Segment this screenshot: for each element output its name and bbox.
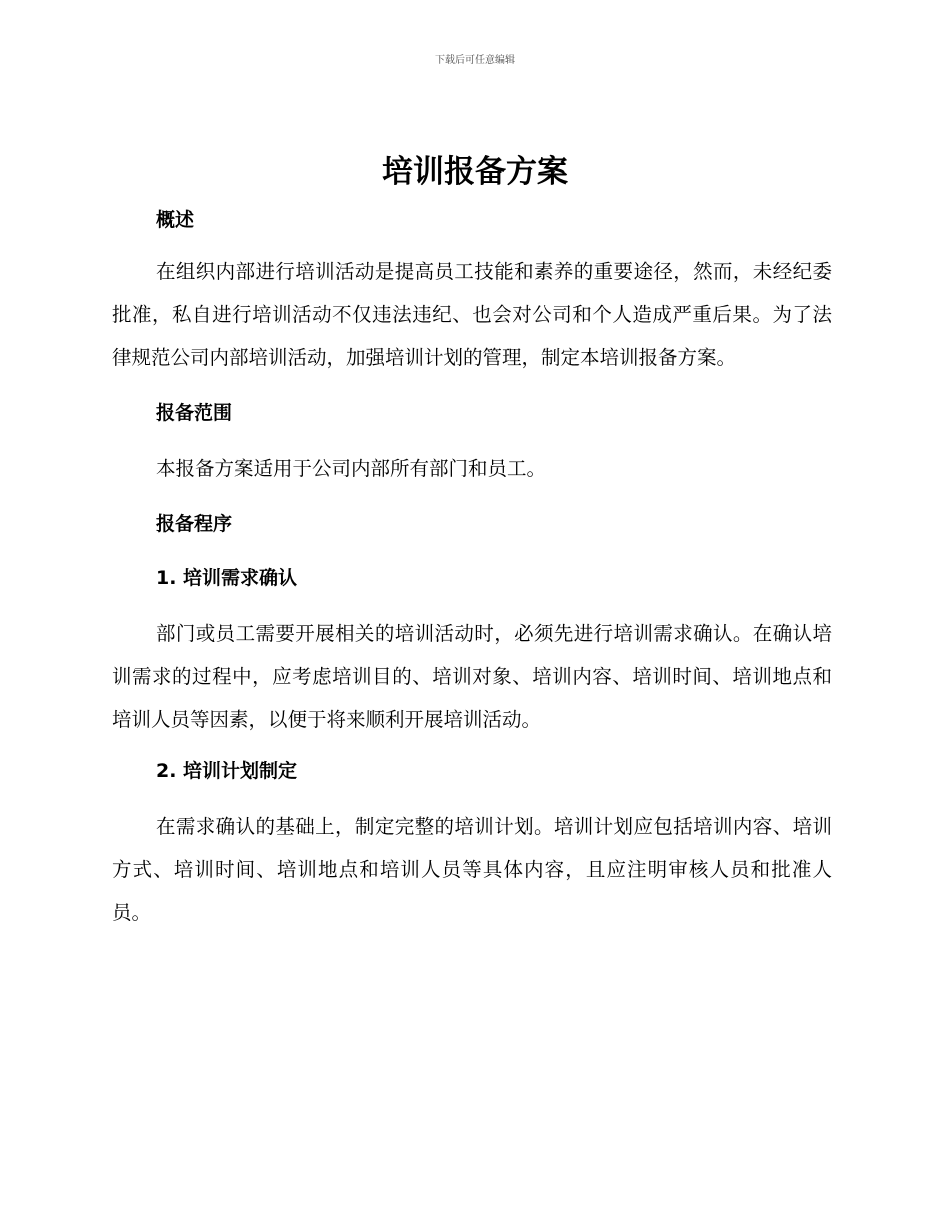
- paragraph-overview: 在组织内部进行培训活动是提高员工技能和素养的重要途径，然而，未经纪委批准，私自进行培训活动不仅违法违纪、也会对公司和个人造成严重后果。为了法律规范公司内部培训活动，加强培训计划的管理，制定本培训报备方案。: [112, 260, 832, 369]
- section-heading-overview: 概述: [156, 209, 195, 231]
- paragraph-scope: 本报备方案适用于公司内部所有部门和员工。: [156, 457, 547, 480]
- document-title: 培训报备方案: [382, 154, 568, 190]
- spacer: [112, 433, 832, 447]
- paragraph-step1: 部门或员工需要开展相关的培训活动时，必须先进行培训需求确认。在确认培训需求的过程中，应考虑培训目的、培训对象、培训内容、培训时间、培训地点和培训人员等因素，以便于将来顺利开展培训活动。: [112, 622, 832, 731]
- spacer: [112, 490, 832, 504]
- spacer: [112, 741, 832, 751]
- spacer: [112, 598, 832, 612]
- document-body: [112, 200, 832, 934]
- spacer: [112, 379, 832, 393]
- section-heading-scope: 报备范围: [156, 402, 233, 424]
- spacer: [112, 544, 832, 558]
- header-note: 下载后可任意编辑: [435, 55, 515, 66]
- section-heading-procedure: 报备程序: [156, 513, 233, 535]
- spacer: [112, 791, 832, 805]
- section-heading-step1: 1. 培训需求确认: [156, 567, 298, 589]
- section-heading-step2: 2. 培训计划制定: [156, 760, 298, 782]
- spacer: [112, 240, 832, 250]
- paragraph-step2: 在需求确认的基础上，制定完整的培训计划。培训计划应包括培训内容、培训方式、培训时间、培训地点和培训人员等具体内容，且应注明审核人员和批准人员。: [112, 815, 832, 924]
